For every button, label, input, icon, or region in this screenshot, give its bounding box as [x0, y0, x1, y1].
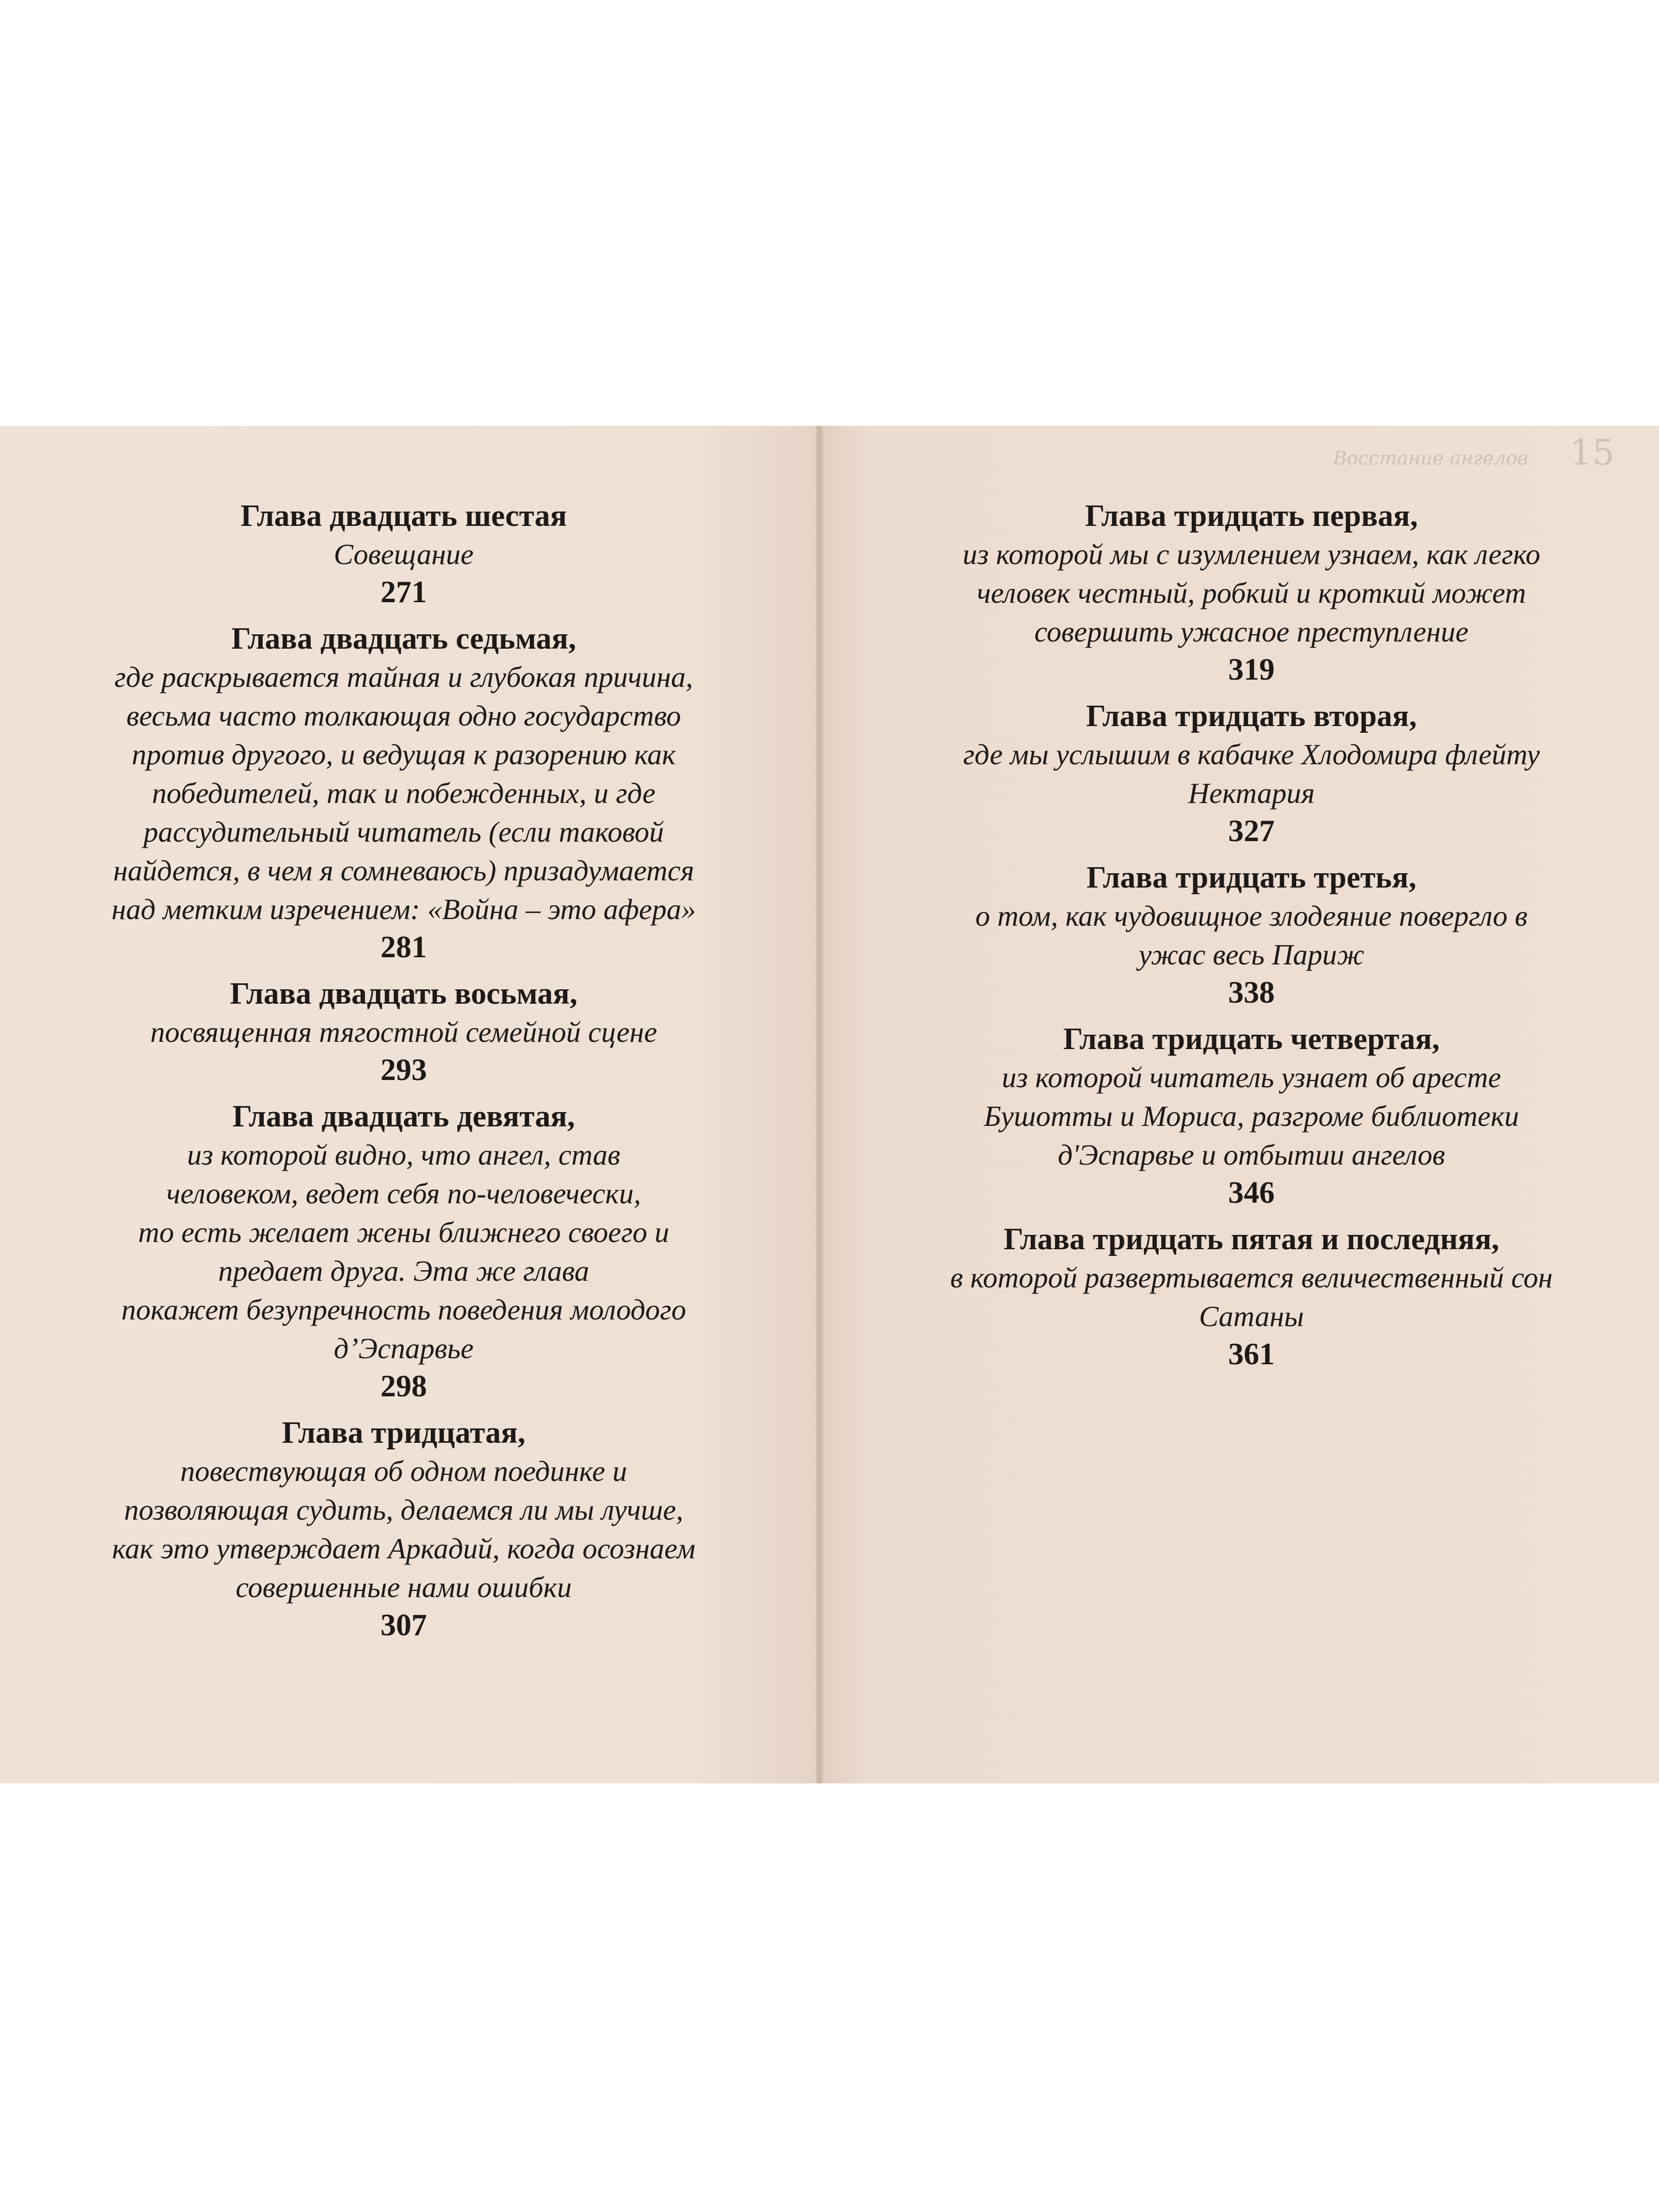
chapter-description: повествующая об одном поединке и позволяющая судить, делаемся ли мы лучше, как это утверждает Аркадий, когда осознаем совершенные нами ошибки: [112, 1455, 696, 1604]
toc-left: [33, 497, 774, 1652]
chapter-page-number: 293: [380, 1053, 427, 1087]
chapter-page-number: 281: [380, 930, 427, 964]
running-head: [1333, 432, 1615, 473]
chapter-description: из которой видно, что ангел, став человеком, ведет себя по-человечески, то есть желает жены ближнего своего и предает друга. Эта же глава покажет безупречность поведения молодого д’Эспарвье: [121, 1139, 686, 1365]
chapter-title: Глава тридцать вторая,: [1086, 699, 1417, 733]
chapter-title: Глава тридцать первая,: [1085, 499, 1418, 533]
chapter-page-number: 307: [380, 1608, 427, 1642]
book-gutter: [816, 426, 823, 1783]
chapter-title: Глава тридцатая,: [281, 1416, 526, 1450]
chapter-description: где мы услышим в кабачке Хлодомира флейту Нектария: [963, 739, 1540, 810]
right-page: [823, 426, 1659, 1783]
chapter-page-number: 338: [1228, 975, 1275, 1010]
chapter-title: Глава двадцать шестая: [241, 499, 567, 533]
chapter-title: Глава двадцать седьмая,: [231, 622, 576, 656]
left-page: [0, 426, 816, 1783]
chapter-title: Глава двадцать девятая,: [232, 1099, 575, 1134]
chapter-page-number: 361: [1228, 1337, 1275, 1371]
chapter-title: Глава тридцать третья,: [1086, 860, 1417, 895]
chapter-title: Глава тридцать четвертая,: [1063, 1022, 1440, 1056]
chapter-page-number: 327: [1228, 814, 1275, 848]
book-spread: [0, 426, 1659, 1783]
running-head-title: Восстание ангелов: [1333, 447, 1528, 469]
chapter-description: где раскрывается тайная и глубокая причина, весьма часто толкающая одно государство против другого, и ведущая к разорению как победителей, так и побежденных, и где рассудительный читатель (если таковой найдется, в чем я сомневаюсь) призадумается над метким изречением: «Война – это афера»: [111, 661, 696, 926]
toc-entry-29: [33, 1097, 774, 1405]
chapter-description: из которой читатель узнает об аресте Бушотты и Мориса, разгроме библиотеки д'Эспарвье и отбытии ангелов: [984, 1062, 1519, 1171]
running-head-page-number: 15: [1569, 432, 1615, 473]
toc-entry-31: [884, 497, 1619, 688]
toc-right: [884, 497, 1619, 1381]
chapter-description: в которой развертывается величественный сон Сатаны: [950, 1262, 1553, 1333]
toc-entry-33: [884, 858, 1619, 1011]
toc-entry-30: [33, 1413, 774, 1644]
toc-entry-26: [33, 497, 774, 611]
chapter-description: из которой мы с изумлением узнаем, как легко человек честный, робкий и кроткий может совершить ужасное преступление: [962, 539, 1541, 648]
toc-entry-28: [33, 974, 774, 1088]
chapter-description: Совещание: [333, 539, 474, 571]
toc-entry-32: [884, 697, 1619, 849]
toc-entry-35: [884, 1220, 1619, 1373]
chapter-page-number: 271: [380, 575, 427, 609]
chapter-title: Глава двадцать восьмая,: [229, 977, 578, 1011]
chapter-page-number: 298: [380, 1369, 427, 1404]
chapter-description: посвященная тягостной семейной сцене: [150, 1016, 658, 1048]
chapter-page-number: 319: [1228, 653, 1275, 687]
chapter-title: Глава тридцать пятая и последняя,: [1004, 1222, 1499, 1256]
toc-entry-27: [33, 619, 774, 966]
chapter-description: о том, как чудовищное злодеяние повергло в ужас весь Париж: [975, 900, 1528, 971]
chapter-page-number: 346: [1228, 1176, 1275, 1210]
toc-entry-34: [884, 1020, 1619, 1211]
